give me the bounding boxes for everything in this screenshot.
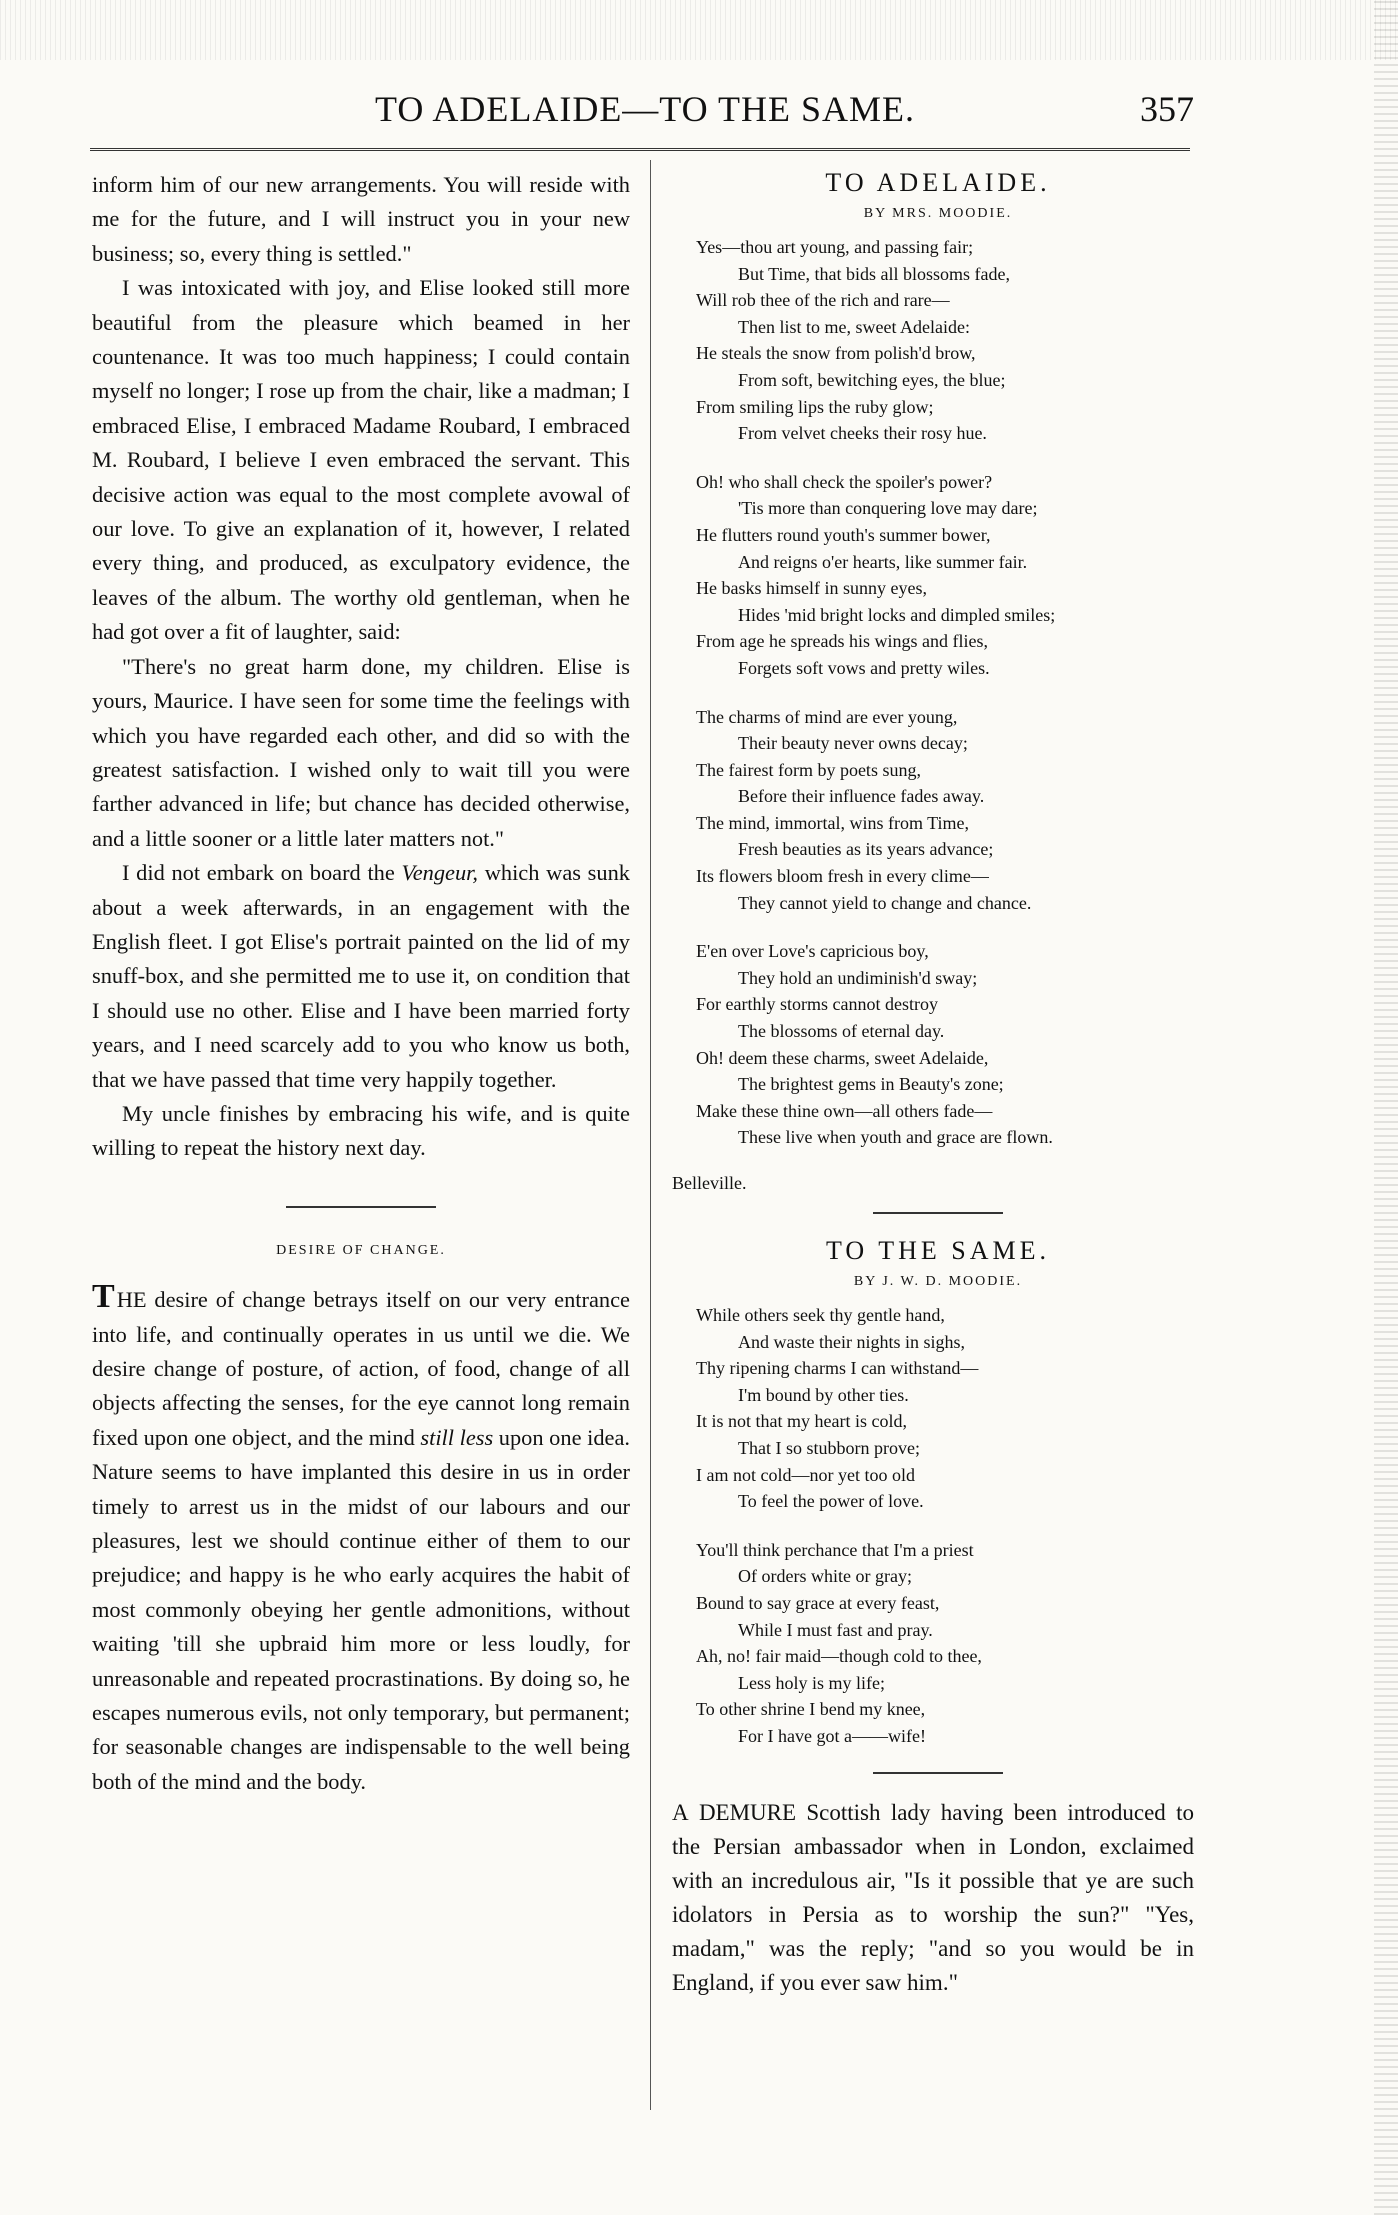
scan-noise-right-edge bbox=[1374, 0, 1398, 2215]
poem-line: You'll think perchance that I'm a priest bbox=[696, 1539, 974, 1560]
right-column bbox=[668, 168, 1208, 2000]
poem-line: They hold an undiminish'd sway; bbox=[738, 967, 978, 988]
poem-line: Their beauty never owns decay; bbox=[738, 733, 968, 754]
small-caps-run: HE bbox=[116, 1287, 147, 1313]
text-run: A bbox=[672, 1799, 689, 1825]
header-rule bbox=[90, 148, 1190, 151]
poem-to-the-same bbox=[668, 1302, 1208, 1750]
poem-author: BY MRS. MOODIE. bbox=[863, 206, 1013, 221]
poem-line: Fresh beauties as its years advance; bbox=[738, 839, 994, 860]
running-title: TO ADELAIDE—TO THE SAME. bbox=[375, 89, 915, 129]
poem-line: Oh! deem these charms, sweet Adelaide, bbox=[696, 1047, 989, 1068]
poem-line: I am not cold—nor yet too old bbox=[696, 1464, 915, 1485]
poem-line: The fairest form by poets sung, bbox=[696, 759, 921, 780]
section-separator bbox=[286, 1206, 436, 1208]
column-divider bbox=[650, 160, 651, 2110]
poem-line: And reigns o'er hearts, like summer fair. bbox=[738, 551, 1028, 572]
poem-line: It is not that my heart is cold, bbox=[696, 1411, 907, 1432]
poem-line: From soft, bewitching eyes, the blue; bbox=[738, 369, 1006, 390]
poem-line: Then list to me, sweet Adelaide: bbox=[738, 316, 970, 337]
poem-line: To other shrine I bend my knee, bbox=[696, 1699, 926, 1720]
small-caps-run: DEMURE bbox=[688, 1799, 797, 1825]
essay-title: DESIRE OF CHANGE. bbox=[276, 1242, 446, 1258]
poem-line: To feel the power of love. bbox=[738, 1491, 924, 1512]
text-run: which was sunk about a week afterwards, in an engagement with the English fleet. I got Elise's portrait painted on the lid of my snuff-box, and she permitted me to use it, on condition that I should use no other. Elise and I have been married forty years, and I need scarcely add to you who know us both, that we have passed that time very happily together. bbox=[92, 860, 630, 1092]
poem-line: Forgets soft vows and pretty wiles. bbox=[738, 657, 990, 678]
text-run: I did not embark on board the bbox=[122, 860, 402, 886]
poem-line: From smiling lips the ruby glow; bbox=[696, 396, 934, 417]
poem-line: The charms of mind are ever young, bbox=[696, 706, 958, 727]
story-paragraph-vengeur bbox=[92, 856, 630, 1097]
italic-run: still less bbox=[420, 1424, 494, 1450]
poem-line: But Time, that bids all blossoms fade, bbox=[738, 263, 1011, 284]
page-number: 357 bbox=[1140, 89, 1194, 129]
poem-line: Its flowers bloom fresh in every clime— bbox=[696, 866, 989, 887]
poem-stanza bbox=[668, 1302, 1208, 1515]
poem-line: Of orders white or gray; bbox=[738, 1566, 912, 1587]
story-paragraph: inform him of our new arrangements. You will reside with me for the future, and I will instruct you in your new business; so, every thing is settled." bbox=[92, 172, 630, 266]
poem-line: 'Tis more than conquering love may dare; bbox=[738, 498, 1038, 519]
anecdote-separator bbox=[873, 1772, 1003, 1774]
poem-line: The blossoms of eternal day. bbox=[738, 1021, 945, 1042]
scan-noise-top bbox=[0, 0, 1398, 60]
essay-body bbox=[92, 1280, 630, 1799]
running-header bbox=[0, 88, 1398, 138]
poem-line: Make these thine own—all others fade— bbox=[696, 1100, 993, 1121]
story-closing-paragraph: My uncle finishes by embracing his wife, and is quite willing to repeat the history next day. bbox=[92, 1100, 630, 1161]
poem-line: For earthly storms cannot destroy bbox=[696, 994, 938, 1015]
poem-stanza bbox=[668, 1537, 1208, 1750]
poem-line: The brightest gems in Beauty's zone; bbox=[738, 1074, 1004, 1095]
poem-place: Belleville. bbox=[672, 1173, 747, 1193]
poem-stanza bbox=[668, 704, 1208, 917]
poem-line: That I so stubborn prove; bbox=[738, 1437, 920, 1458]
poem-line: Oh! who shall check the spoiler's power? bbox=[696, 471, 993, 492]
poem-line: From velvet cheeks their rosy hue. bbox=[738, 423, 987, 444]
poem-line: The mind, immortal, wins from Time, bbox=[696, 812, 969, 833]
text-run: desire of change betrays itself on our very entrance into life, and continually operates in us until we die. We desire change of posture, of action, of food, change of all objects affecting the senses, for the eye cannot long remain fixed upon one object, and the mind bbox=[92, 1287, 630, 1450]
poem-line: While I must fast and pray. bbox=[738, 1619, 933, 1640]
poem-line: Before their influence fades away. bbox=[738, 786, 985, 807]
poem-line: E'en over Love's capricious boy, bbox=[696, 941, 929, 962]
poem-stanza bbox=[668, 234, 1208, 447]
ship-name: Vengeur, bbox=[401, 860, 479, 886]
poem-author: BY J. W. D. MOODIE. bbox=[853, 1274, 1023, 1289]
poem-line: He flutters round youth's summer bower, bbox=[696, 524, 991, 545]
poem-separator bbox=[873, 1212, 1003, 1214]
poem-line: From age he spreads his wings and flies, bbox=[696, 631, 988, 652]
poem-line: And waste their nights in sighs, bbox=[738, 1331, 965, 1352]
poem-title: TO ADELAIDE. bbox=[825, 168, 1051, 197]
poem-title: TO THE SAME. bbox=[826, 1236, 1050, 1265]
poem-line: They cannot yield to change and chance. bbox=[738, 892, 1032, 913]
poem-line: Will rob thee of the rich and rare— bbox=[696, 290, 950, 311]
poem-line: For I have got a——wife! bbox=[738, 1725, 926, 1746]
poem-line: I'm bound by other ties. bbox=[738, 1384, 909, 1405]
poem-line: These live when youth and grace are flown. bbox=[738, 1127, 1053, 1148]
left-column bbox=[92, 168, 630, 1799]
text-run: upon one idea. Nature seems to have implanted this desire in us in order timely to arrest us in the midst of our labours and our pleasures, lest we should continue either of them to our prejudice; and happy is he who early acquires the habit of most commonly obeying her gentle admonitions, without waiting 'till she upbraid him more or less loudly, for unreasonable and repeated procrastinations. By doing so, he escapes numerous evils, not only temporary, but permanent; for seasonable changes are indispensable to the well being both of the mind and the body. bbox=[92, 1424, 631, 1794]
poem-line: He steals the snow from polish'd brow, bbox=[696, 343, 976, 364]
poem-stanza bbox=[668, 938, 1208, 1151]
poem-stanza bbox=[668, 469, 1208, 682]
poem-line: Bound to say grace at every feast, bbox=[696, 1592, 940, 1613]
story-paragraph: "There's no great harm done, my children. Elise is yours, Maurice. I have seen for some time the feelings with which you have regarded each other, and did so with the greatest satisfaction. I wished only to wait till you were farther advanced in life; but chance has decided otherwise, and a little sooner or a little later matters not." bbox=[92, 653, 630, 851]
poem-line: While others seek thy gentle hand, bbox=[696, 1305, 945, 1325]
poem-line: Yes—thou art young, and passing fair; bbox=[696, 237, 974, 257]
story-paragraph: I was intoxicated with joy, and Elise looked still more beautiful from the pleasure which beamed in her countenance. It was too much happiness; I could contain myself no longer; I rose up from the chair, like a madman; I embraced Elise, I embraced Madame Roubard, I embraced M. Roubard, I believe I even embraced the servant. This decisive action was equal to the most complete avowal of our love. To give an explanation of it, however, I related every thing, and produced, as exculpatory evidence, the leaves of the album. The worthy old gentleman, when he had got over a fit of laughter, said: bbox=[92, 275, 630, 645]
poem-line: Ah, no! fair maid—though cold to thee, bbox=[696, 1646, 982, 1667]
poem-line: Thy ripening charms I can withstand— bbox=[696, 1358, 979, 1379]
poem-line: He basks himself in sunny eyes, bbox=[696, 578, 927, 599]
anecdote-paragraph bbox=[672, 1796, 1194, 2000]
poem-line: Less holy is my life; bbox=[738, 1672, 885, 1693]
poem-to-adelaide bbox=[668, 234, 1208, 1151]
poem-line: Hides 'mid bright locks and dimpled smiles; bbox=[738, 604, 1056, 625]
drop-cap: T bbox=[92, 1278, 115, 1316]
text-run: Scottish lady having been introduced to the Persian ambassador when in London, exclaimed with an incredulous air, "Is it possible that ye are such idolators in Persia as to worship the sun?" "Yes, madam," was the reply; "and so you would be in England, if you ever saw him." bbox=[672, 1799, 1194, 1995]
